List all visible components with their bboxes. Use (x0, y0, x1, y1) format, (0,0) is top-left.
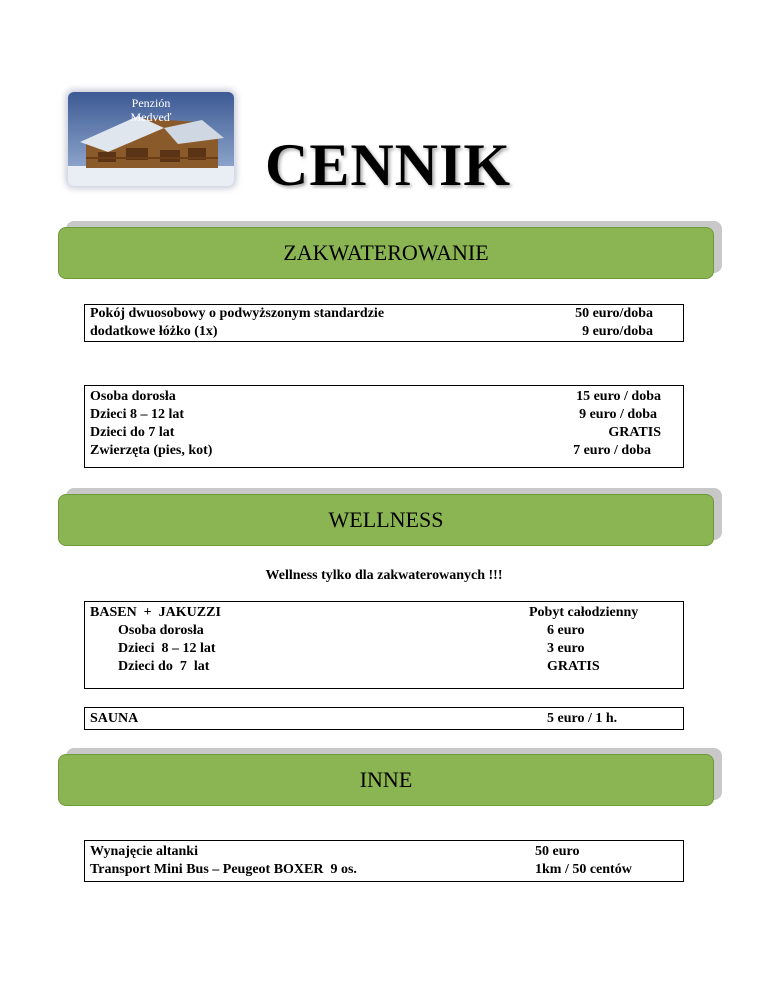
price-row (85, 843, 683, 861)
price-row (85, 388, 683, 406)
pool-price-box (84, 601, 684, 689)
price-label: Dzieci do 7 lat (118, 659, 210, 674)
price-label: Dzieci do 7 lat (90, 425, 175, 440)
logo-line-2: Medveď (130, 110, 172, 124)
price-value: 50 euro/doba (575, 306, 653, 321)
price-value: GRATIS (608, 425, 661, 440)
wellness-note: Wellness tylko dla zakwaterowanych !!! (265, 568, 503, 583)
price-value: 15 euro / doba (576, 389, 661, 404)
section-title: ZAKWATEROWANIE (283, 240, 489, 265)
section-banner-wellness (58, 494, 720, 546)
price-label: BASEN + JAKUZZI (90, 605, 221, 620)
price-row (85, 861, 683, 879)
other-price-box (84, 840, 684, 882)
price-value: 6 euro (547, 623, 585, 638)
page-title: CENNIK (265, 132, 512, 198)
price-value: 9 euro/doba (582, 324, 653, 339)
price-value: 3 euro (547, 641, 585, 656)
price-label: Dzieci 8 – 12 lat (118, 641, 216, 656)
price-row (85, 424, 683, 442)
section-title: INNE (359, 767, 413, 792)
price-row (85, 658, 683, 676)
section-banner-inne (58, 754, 720, 806)
section-banner-zakwaterowanie (58, 227, 720, 279)
price-label: Wynajęcie altanki (90, 844, 198, 859)
person-price-box (84, 385, 684, 468)
price-label: Dzieci 8 – 12 lat (90, 407, 185, 422)
price-label: dodatkowe łóżko (1x) (90, 324, 218, 339)
price-value: GRATIS (547, 659, 600, 674)
room-price-box (84, 304, 684, 342)
logo-penzion-medved (68, 92, 234, 186)
price-label: Osoba dorosła (118, 623, 204, 638)
price-value: 9 euro / doba (579, 407, 657, 422)
price-value: 7 euro / doba (573, 443, 651, 458)
price-label: SAUNA (90, 711, 139, 726)
price-value: 5 euro / 1 h. (547, 711, 618, 726)
price-value: 1km / 50 centów (535, 862, 632, 877)
logo-line-1: Penzión (131, 96, 171, 110)
price-label: Transport Mini Bus – Peugeot BOXER 9 os. (90, 862, 357, 877)
price-row (85, 622, 683, 640)
price-label: Osoba dorosła (90, 389, 176, 404)
price-label: Zwierzęta (pies, kot) (90, 443, 213, 458)
price-row (85, 640, 683, 658)
sauna-price-box (84, 707, 684, 730)
price-row (85, 604, 683, 622)
price-value: 50 euro (535, 844, 580, 859)
price-value: Pobyt całodzienny (529, 605, 639, 620)
price-row (85, 305, 683, 323)
price-row (85, 442, 683, 460)
price-row (85, 710, 683, 728)
price-row (85, 323, 683, 341)
price-row (85, 406, 683, 424)
section-title: WELLNESS (328, 507, 444, 532)
price-label: Pokój dwuosobowy o podwyższonym standardzie (90, 306, 385, 321)
